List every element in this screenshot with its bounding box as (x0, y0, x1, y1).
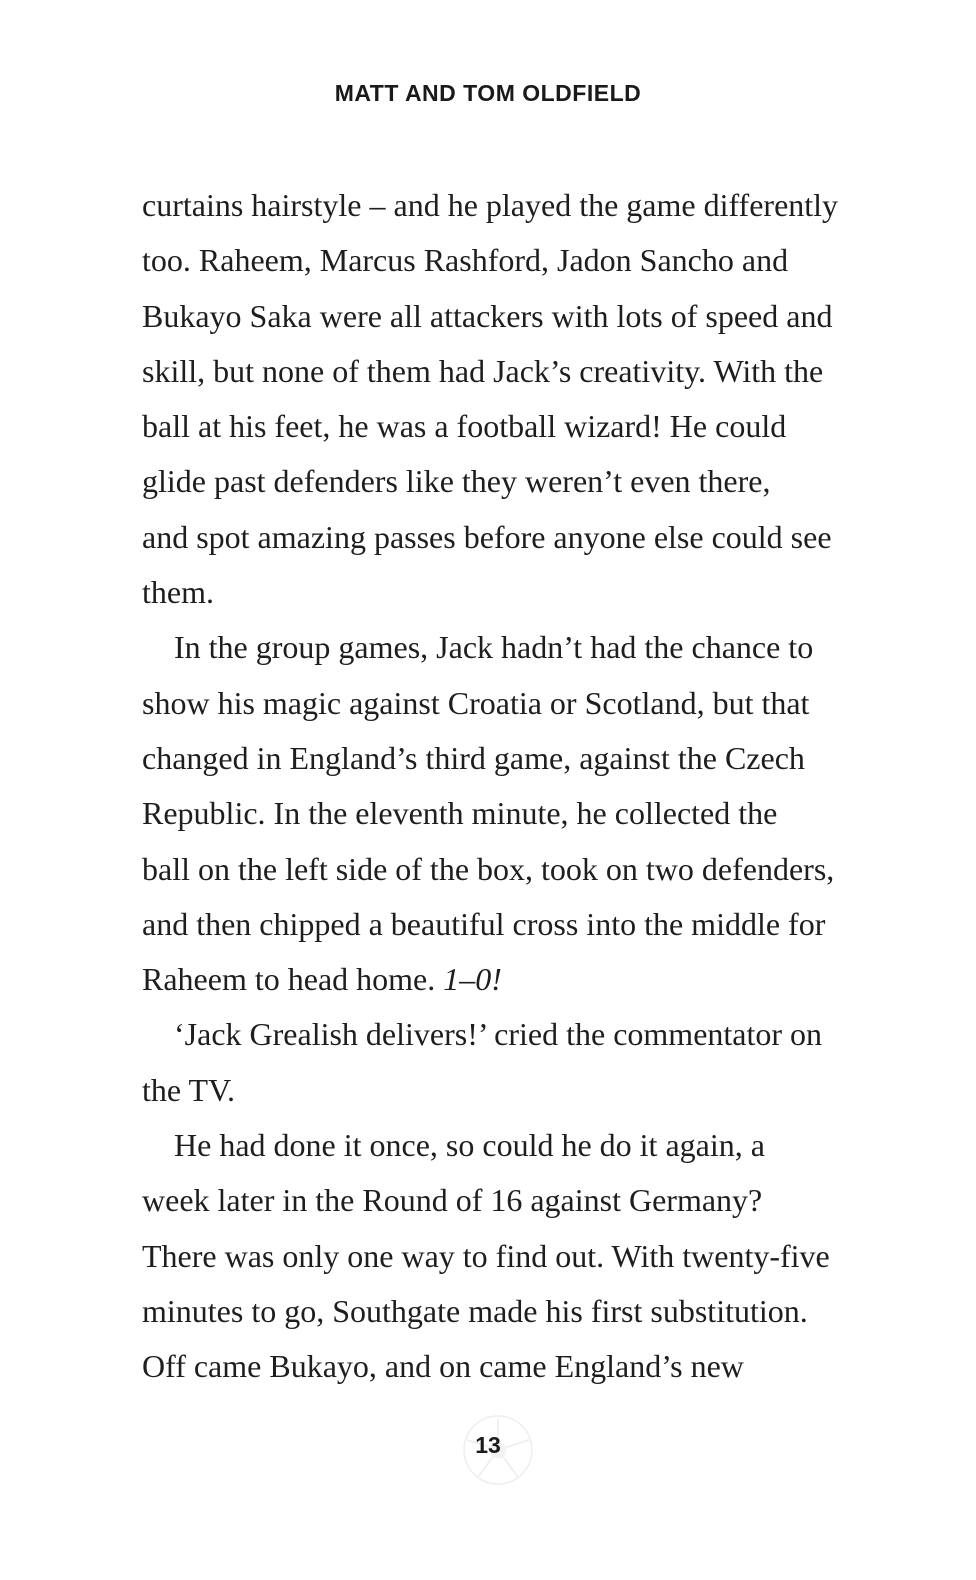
text-line: minutes to go, Southgate made his first substitution. (142, 1292, 808, 1329)
text-line: ball on the left side of the box, took on two defenders, (142, 850, 835, 887)
text-line: show his magic against Croatia or Scotland, but that (142, 684, 810, 721)
page-number: 13 (475, 1432, 501, 1458)
text-line: week later in the Round of 16 against Germany? (142, 1182, 763, 1219)
running-header: MATT AND TOM OLDFIELD (334, 80, 642, 106)
text-line: He had done it once, so could he do it again, a (174, 1127, 765, 1164)
text-line: ‘Jack Grealish delivers!’ cried the commentator on (174, 1016, 823, 1053)
text-line: the TV. (142, 1071, 236, 1108)
text-line: and then chipped a beautiful cross into the middle for (142, 905, 826, 942)
text-line: Republic. In the eleventh minute, he collected the (142, 795, 778, 832)
text-line: and spot amazing passes before anyone else could see (142, 518, 832, 555)
text-line: glide past defenders like they weren’t even there, (142, 463, 771, 500)
text-line: Raheem to head home. (142, 961, 436, 998)
text-line: too. Raheem, Marcus Rashford, Jadon Sancho and (142, 242, 789, 279)
paragraph-4 (142, 1118, 882, 1394)
text-line: skill, but none of them had Jack’s creativity. With the (142, 352, 824, 389)
text-line: Bukayo Saka were all attackers with lots of speed and (142, 297, 833, 334)
text-line: them. (142, 574, 214, 611)
body-text (142, 178, 882, 1395)
paragraph-3 (142, 1007, 882, 1118)
paragraph-2 (142, 620, 882, 1007)
text-line: changed in England’s third game, against the Czech (142, 739, 805, 776)
text-line: There was only one way to find out. With twenty-five (142, 1237, 830, 1274)
text-line: In the group games, Jack hadn’t had the chance to (174, 629, 814, 666)
text-line: ball at his feet, he was a football wizard! He could (142, 408, 787, 445)
text-line-with-score (142, 952, 882, 1007)
text-line: Off came Bukayo, and on came England’s new (142, 1348, 744, 1385)
text-line: curtains hairstyle – and he played the game differently (142, 187, 839, 223)
paragraph-1 (142, 178, 882, 620)
score-text: 1–0! (443, 961, 502, 998)
